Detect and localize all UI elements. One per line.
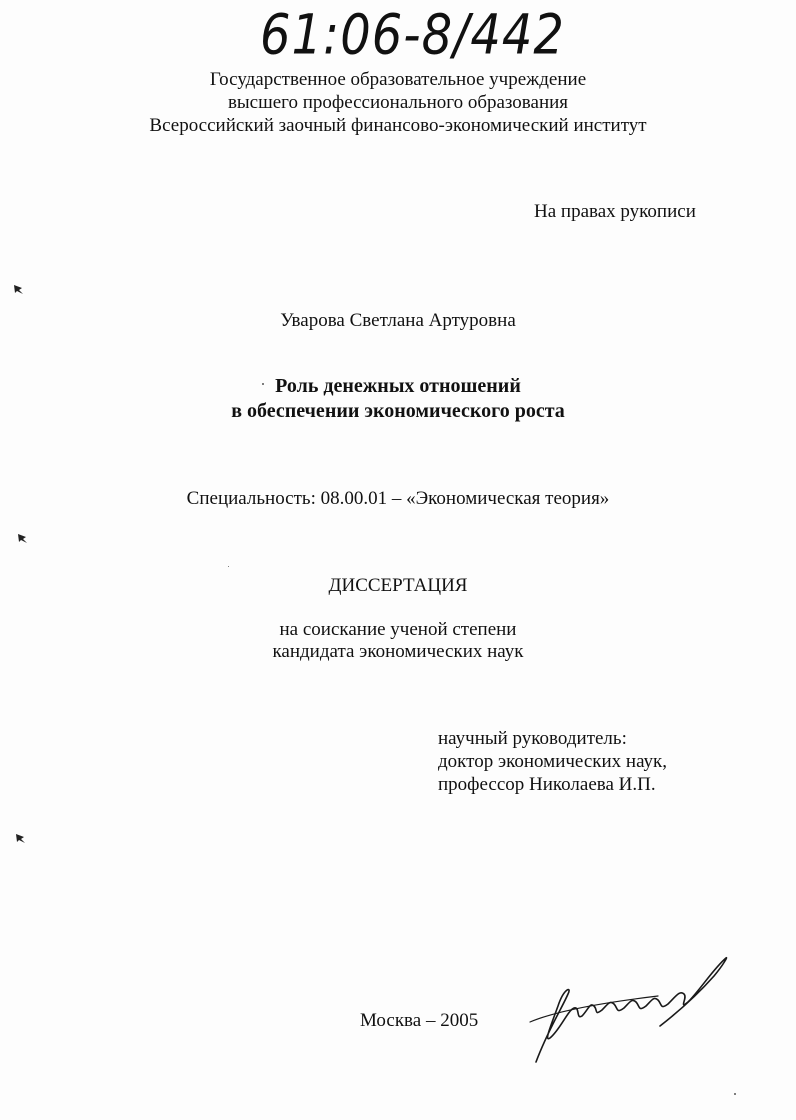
document-type: ДИССЕРТАЦИЯ (328, 575, 468, 596)
scan-speck (734, 1093, 736, 1095)
binding-mark-icon (14, 831, 28, 845)
degree-line-1: на соискание ученой степени (279, 619, 517, 640)
author-name: Уварова Светлана Артуровна (280, 310, 516, 331)
institution-line-1: Государственное образовательное учреждение (209, 69, 587, 90)
specialty-line: Специальность: 08.00.01 – «Экономическая теория» (186, 488, 610, 509)
scan-speck (228, 566, 229, 567)
scan-speck (262, 383, 264, 385)
handwritten-archive-code (258, 2, 565, 68)
svg-text:61:06-8/442: 61:06-8/442 (260, 3, 565, 68)
binding-mark-icon (16, 531, 30, 545)
supervisor-label: научный руководитель: (438, 728, 627, 749)
binding-mark-icon (12, 282, 26, 296)
supervisor-degree: доктор экономических наук, (438, 751, 668, 772)
institution-line-3: Всероссийский заочный финансово-экономический институт (149, 115, 647, 136)
signature (528, 950, 738, 1070)
title-line-2: в обеспечении экономического роста (231, 400, 565, 422)
city-year: Москва – 2005 (360, 1010, 479, 1031)
title-line-1: Роль денежных отношений (275, 375, 521, 397)
rights-note: На правах рукописи (534, 201, 696, 222)
institution-line-2: высшего профессионального образования (227, 92, 569, 113)
degree-line-2: кандидата экономических наук (272, 641, 524, 662)
supervisor-name: профессор Николаева И.П. (438, 774, 656, 795)
